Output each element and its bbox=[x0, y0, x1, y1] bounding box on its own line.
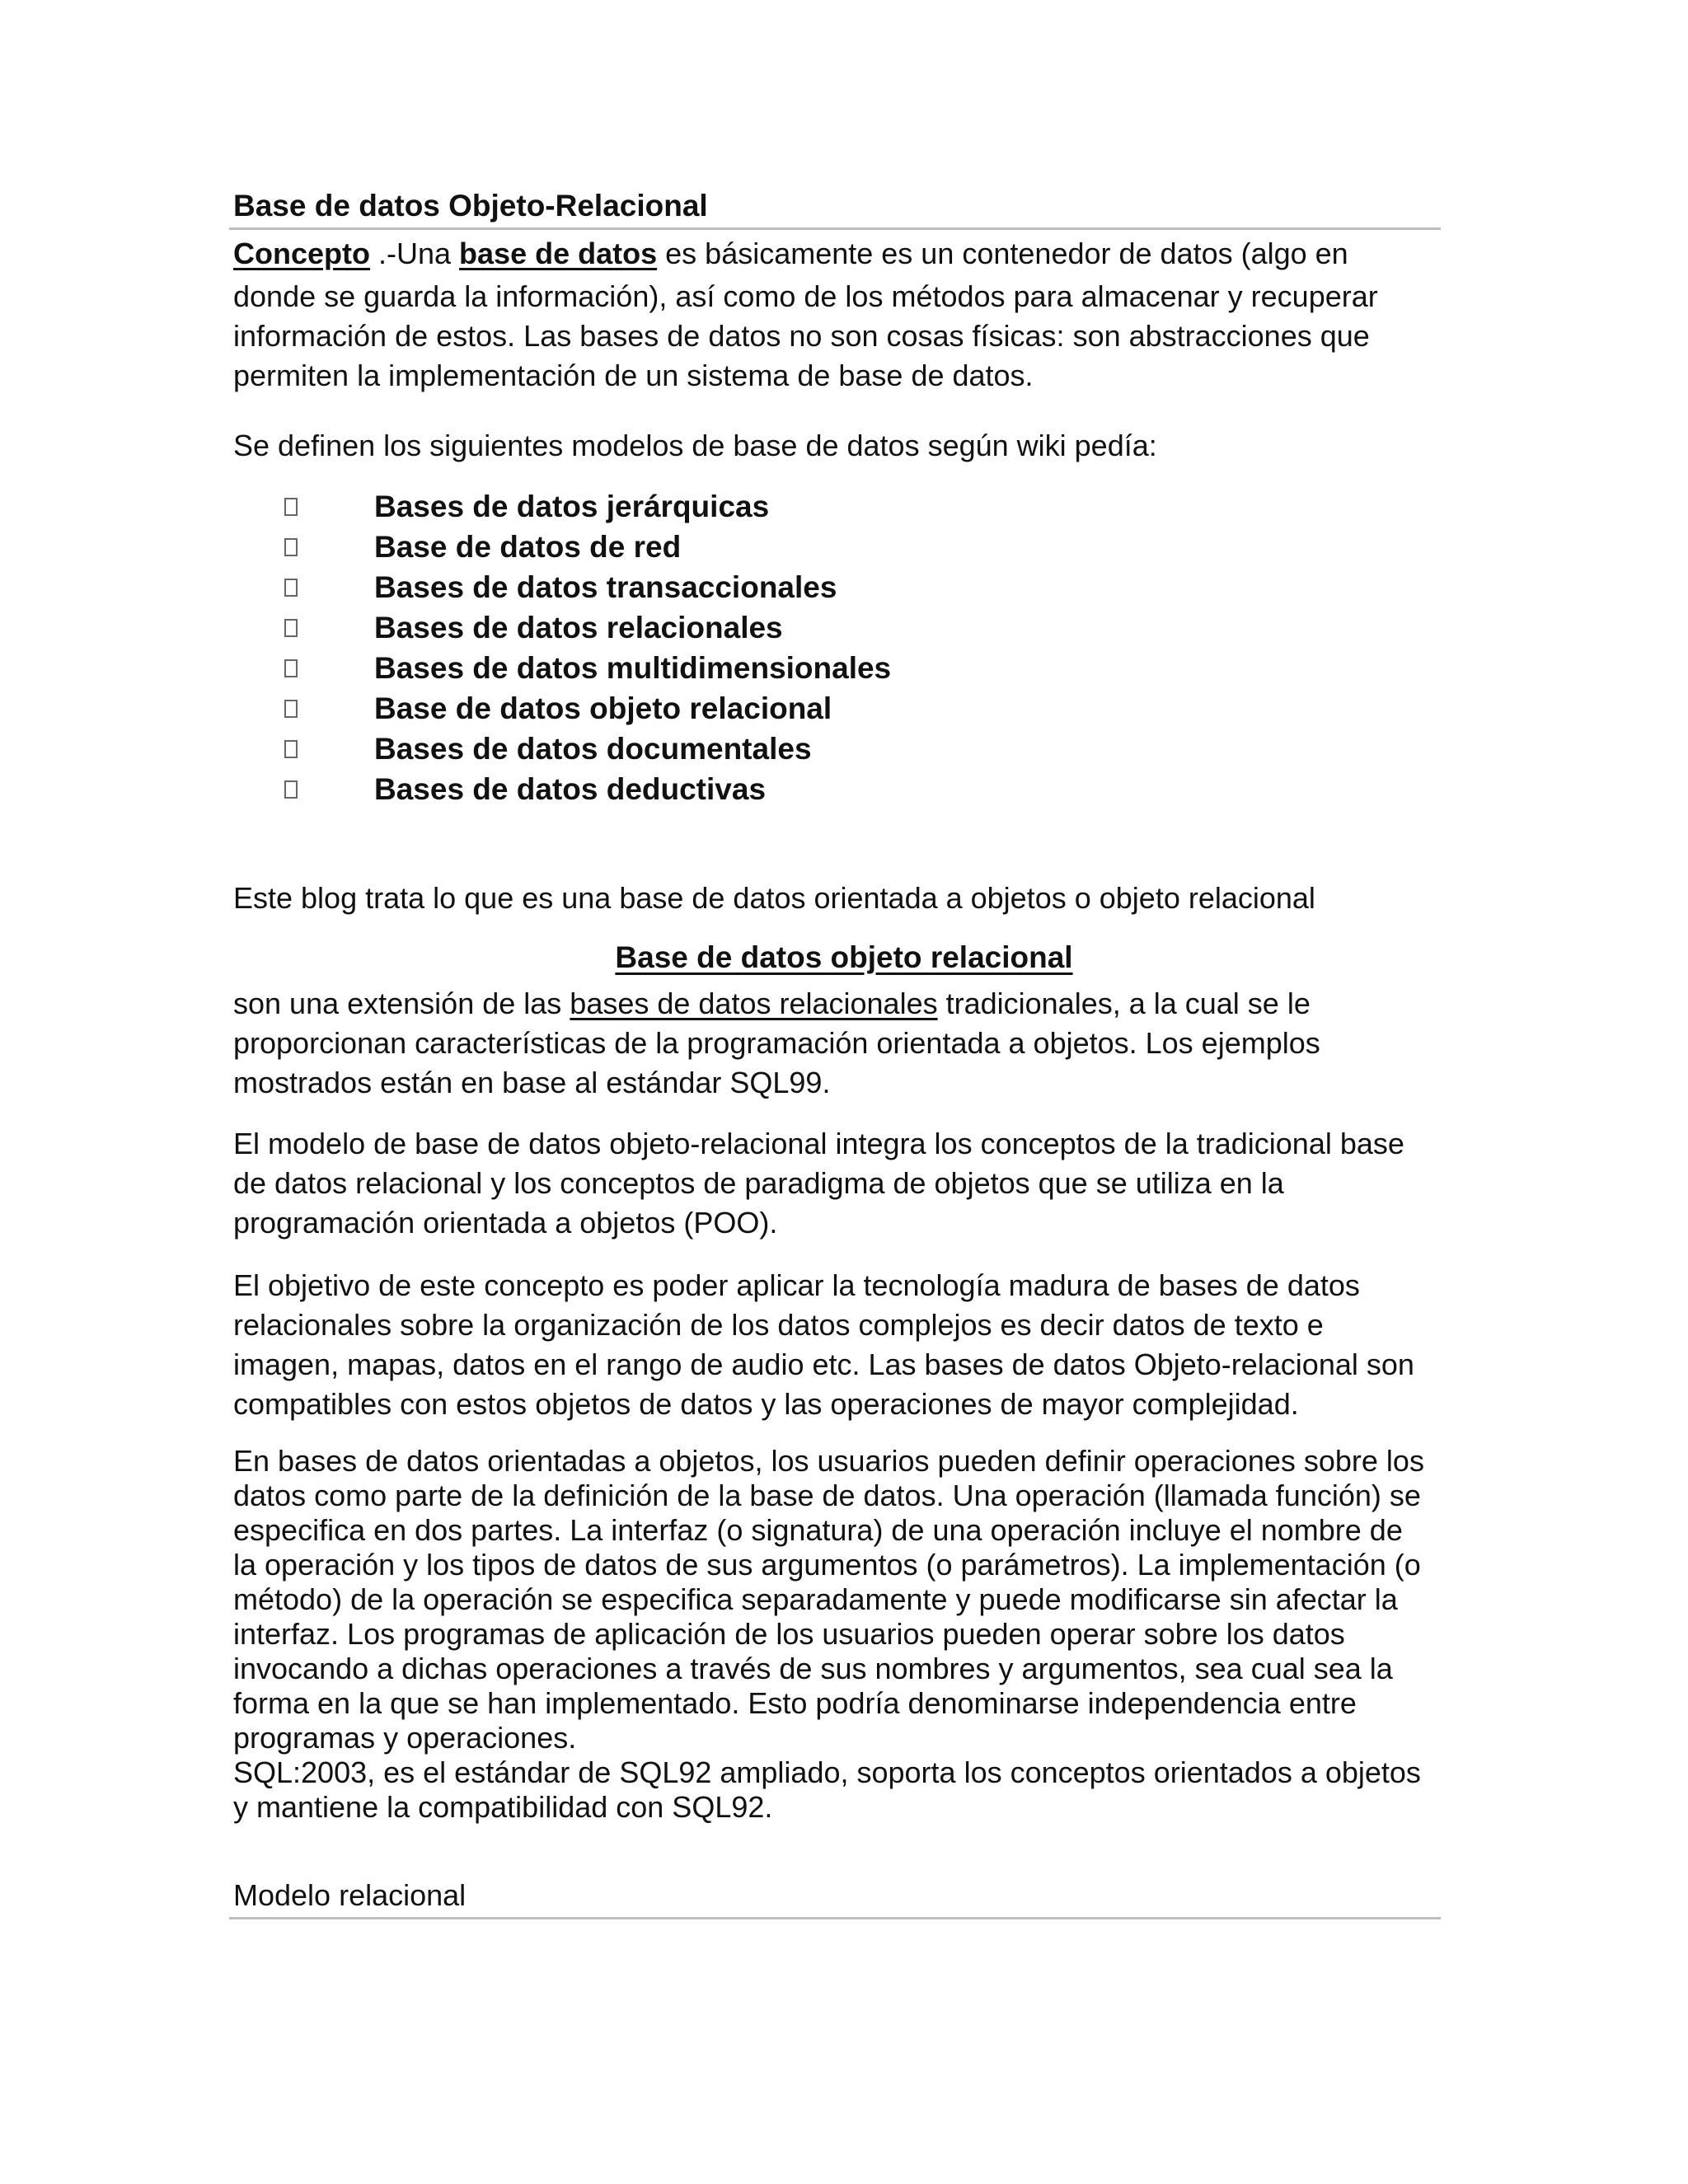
paragraph-1 bbox=[233, 984, 1453, 1103]
list-item-text: Base de datos de red bbox=[374, 529, 682, 564]
p4-line: programas y operaciones. bbox=[233, 1721, 577, 1755]
list-item-text: Bases de datos transaccionales bbox=[374, 569, 837, 604]
footer-rule bbox=[229, 1917, 1441, 1919]
relational-db-link[interactable]: bases de datos relacionales bbox=[570, 987, 938, 1020]
footer-heading: Modelo relacional bbox=[233, 1878, 467, 1912]
p2-line: programación orientada a objetos (POO). bbox=[233, 1206, 778, 1240]
bullet-box-icon bbox=[284, 740, 298, 758]
concept-connector: .-Una bbox=[370, 237, 460, 270]
p4-line: En bases de datos orientadas a objetos, los usuarios pueden definir operaciones sobre los bbox=[233, 1444, 1424, 1478]
title-rule bbox=[229, 227, 1441, 230]
concept-paragraph bbox=[233, 234, 1453, 396]
bullet-box-icon bbox=[284, 659, 298, 677]
list-item bbox=[284, 729, 891, 769]
concept-line-1 bbox=[233, 234, 1453, 274]
p4-line: método) de la operación se especifica separadamente y puede modificarse sin afectar la bbox=[233, 1582, 1398, 1616]
list-item bbox=[284, 486, 891, 527]
p1-line-3: mostrados están en base al estándar SQL99. bbox=[233, 1066, 831, 1099]
list-item-text: Bases de datos jerárquicas bbox=[374, 489, 770, 523]
bullet-box-icon bbox=[284, 538, 298, 556]
p4-line: datos como parte de la definición de la base de datos. Una operación (llamada función) se bbox=[233, 1479, 1421, 1512]
paragraph-3 bbox=[233, 1266, 1453, 1424]
concept-label: Concepto bbox=[233, 237, 370, 270]
list-item bbox=[284, 769, 891, 809]
list-item-text: Base de datos objeto relacional bbox=[374, 691, 832, 725]
list-item-text: Bases de datos relacionales bbox=[374, 610, 783, 644]
bullet-box-icon bbox=[284, 498, 298, 516]
section-title bbox=[0, 938, 1688, 977]
bullet-box-icon bbox=[284, 579, 298, 597]
p4-line: SQL:2003, es el estándar de SQL92 ampliado, soporta los conceptos orientados a objetos bbox=[233, 1755, 1421, 1789]
p1-lead: son una extensión de las bbox=[233, 987, 570, 1020]
p4-line: especifica en dos partes. La interfaz (o signatura) de una operación incluye el nombre de bbox=[233, 1513, 1403, 1547]
p3-line: relacionales sobre la organización de los datos complejos es decir datos de texto e bbox=[233, 1308, 1324, 1342]
concept-term: base de datos bbox=[459, 237, 658, 270]
list-item-text: Bases de datos multidimensionales bbox=[374, 650, 892, 685]
bullet-box-icon bbox=[284, 780, 298, 799]
list-item bbox=[284, 648, 891, 688]
p4-line: interfaz. Los programas de aplicación de los usuarios pueden operar sobre los datos bbox=[233, 1617, 1345, 1651]
p4-line: invocando a dichas operaciones a través de sus nombres y argumentos, sea cual sea la bbox=[233, 1652, 1393, 1685]
models-list bbox=[284, 486, 891, 809]
list-item bbox=[284, 567, 891, 607]
list-item bbox=[284, 527, 891, 567]
bullet-box-icon bbox=[284, 619, 298, 637]
concept-line-3: información de estos. Las bases de datos no son cosas físicas: son abstracciones que bbox=[233, 319, 1370, 353]
blog-intro: Este blog trata lo que es una base de datos orientada a objetos o objeto relacional bbox=[233, 881, 1315, 915]
p2-line: de datos relacional y los conceptos de paradigma de objetos que se utiliza en la bbox=[233, 1166, 1284, 1200]
p3-line: imagen, mapas, datos en el rango de audio etc. Las bases de datos Objeto-relacional son bbox=[233, 1347, 1414, 1381]
paragraph-4 bbox=[233, 1444, 1453, 1825]
page-title: Base de datos Objeto-Relacional bbox=[233, 189, 708, 223]
concept-line-4: permiten la implementación de un sistema de base de datos. bbox=[233, 359, 1034, 392]
list-item-text: Bases de datos documentales bbox=[374, 731, 812, 766]
paragraph-2 bbox=[233, 1124, 1453, 1243]
concept-line1-rest: es básicamente es un contenedor de datos (algo en bbox=[657, 237, 1348, 270]
list-item-text: Bases de datos deductivas bbox=[374, 771, 767, 806]
p4-line: la operación y los tipos de datos de sus argumentos (o parámetros). La implementación (o bbox=[233, 1548, 1421, 1582]
p1-line-1 bbox=[233, 984, 1453, 1024]
p2-line: El modelo de base de datos objeto-relacional integra los conceptos de la tradicional base bbox=[233, 1127, 1404, 1160]
models-intro: Se definen los siguientes modelos de base de datos según wiki pedía: bbox=[233, 429, 1157, 462]
list-item bbox=[284, 607, 891, 648]
p3-line: El objetivo de este concepto es poder aplicar la tecnología madura de bases de datos bbox=[233, 1268, 1360, 1302]
bullet-box-icon bbox=[284, 700, 298, 718]
concept-line-2: donde se guarda la información), así como de los métodos para almacenar y recuperar bbox=[233, 279, 1378, 313]
p4-line: forma en la que se han implementado. Esto podría denominarse independencia entre bbox=[233, 1686, 1357, 1720]
p4-line: y mantiene la compatibilidad con SQL92. bbox=[233, 1790, 773, 1824]
list-item bbox=[284, 688, 891, 729]
p1-line-2: proporcionan características de la programación orientada a objetos. Los ejemplos bbox=[233, 1026, 1320, 1060]
p1-rest: tradicionales, a la cual se le bbox=[937, 987, 1311, 1020]
section-title-text: Base de datos objeto relacional bbox=[615, 940, 1073, 974]
p3-line: compatibles con estos objetos de datos y las operaciones de mayor complejidad. bbox=[233, 1387, 1299, 1421]
